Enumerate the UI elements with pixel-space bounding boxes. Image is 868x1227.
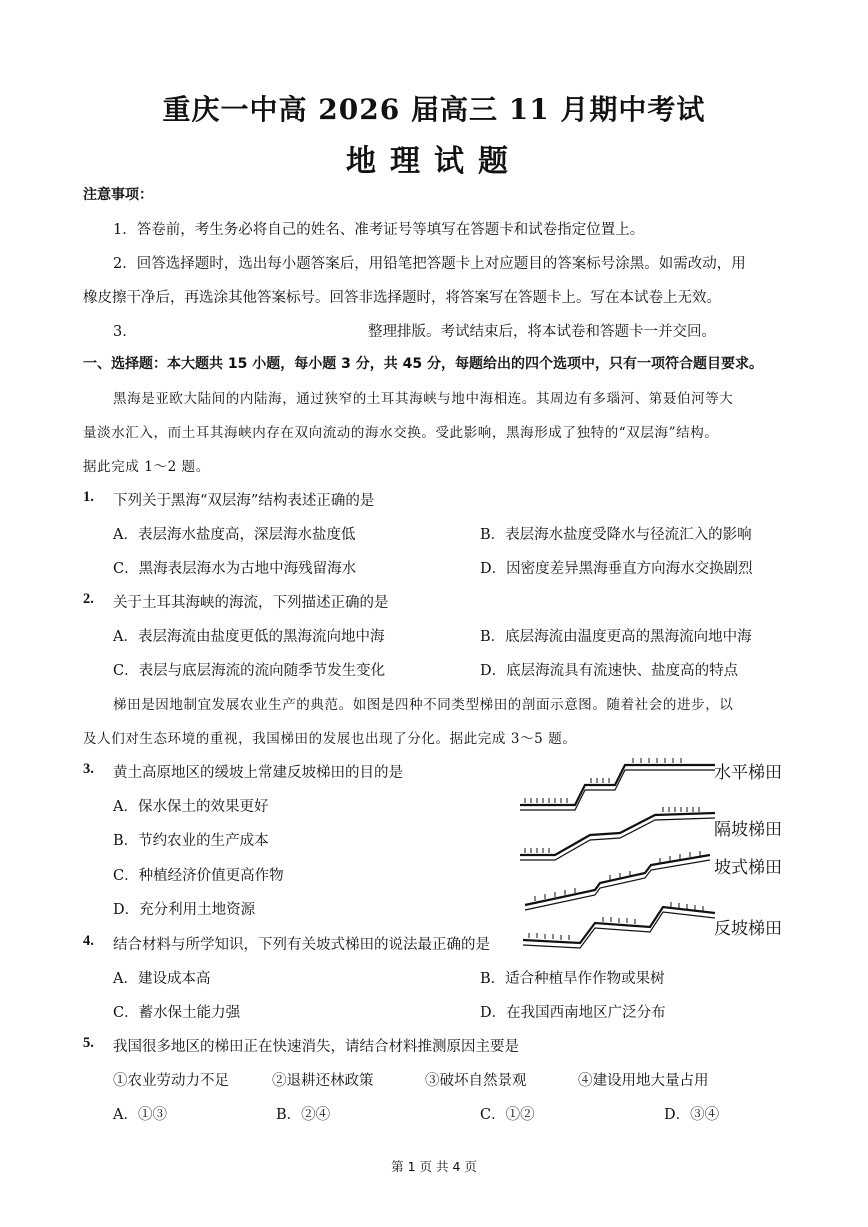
question-4-option-c[interactable]: C．蓄水保土能力强 — [113, 1005, 241, 1021]
question-3-number: 3. — [83, 761, 94, 777]
question-5-option-b[interactable]: B．②④ — [276, 1107, 331, 1123]
notice-item-3-number: 3． — [113, 324, 137, 340]
section-heading: 一、选择题：本大题共 15 小题，每小题 3 分，共 45 分，每题给出的四个选项中，只有一项符合题目要求。 — [83, 356, 763, 372]
question-3-option-d[interactable]: D．充分利用土地资源 — [113, 902, 256, 918]
figure-label-slope-terrace: 坡式梯田 — [714, 858, 782, 878]
notice-item-2-line-1: 2．回答选择题时，选出每小题答案后，用铅笔把答题卡上对应题目的答案标号涂黑。如需改动，用 — [113, 256, 746, 272]
question-1-stem: 下列关于黑海“双层海”结构表述正确的是 — [113, 493, 375, 509]
reverse-slope-terrace-profile — [523, 907, 715, 943]
figure-label-horizontal-terrace: 水平梯田 — [714, 763, 782, 783]
exam-title: 重庆一中高 2026 届高三 11 月期中考试 — [162, 93, 706, 126]
material-1-line-1: 黑海是亚欧大陆间的内陆海，通过狭窄的土耳其海峡与地中海相连。其周边有多瑙河、第聂伯河等大 — [113, 391, 734, 407]
question-2-option-d[interactable]: D．底层海流具有流速快、盐度高的特点 — [480, 663, 739, 679]
question-5-statement-4: ④建设用地大量占用 — [578, 1073, 709, 1089]
question-1-option-c[interactable]: C．黑海表层海水为古地中海残留海水 — [113, 561, 357, 577]
notice-item-2-line-2: 橡皮擦干净后，再选涂其他答案标号。回答非选择题时，将答案写在答题卡上。写在本试卷上无效。 — [83, 290, 721, 306]
question-5-stem: 我国很多地区的梯田正在快速消失，请结合材料推测原因主要是 — [113, 1039, 519, 1055]
question-2-stem: 关于土耳其海峡的海流，下列描述正确的是 — [113, 595, 389, 611]
exam-subtitle: 地理试题 — [346, 144, 522, 179]
notice-heading: 注意事项： — [83, 187, 153, 203]
question-1-option-d[interactable]: D．因密度差异黑海垂直方向海水交换剧烈 — [480, 561, 753, 577]
terrace-profile-figure — [515, 755, 715, 955]
question-2-option-b[interactable]: B．底层海流由温度更高的黑海流向地中海 — [480, 629, 752, 645]
question-3-option-c[interactable]: C．种植经济价值更高作物 — [113, 868, 284, 884]
question-5-statement-2: ②退耕还林政策 — [272, 1073, 374, 1089]
question-3-stem: 黄土高原地区的缓坡上常建反坡梯田的目的是 — [113, 765, 403, 781]
material-2-line-2: 及人们对生态环境的重视，我国梯田的发展也出现了分化。据此完成 3～5 题。 — [83, 731, 577, 747]
question-1-option-a[interactable]: A．表层海水盐度高，深层海水盐度低 — [113, 527, 356, 543]
notice-item-3-text: 整理排版。考试结束后，将本试卷和答题卡一并交回。 — [368, 324, 716, 340]
material-1-line-3: 据此完成 1～2 题。 — [83, 459, 210, 475]
question-4-option-a[interactable]: A．建设成本高 — [113, 971, 211, 987]
question-3-option-a[interactable]: A．保水保土的效果更好 — [113, 799, 269, 815]
question-1-number: 1. — [83, 489, 94, 505]
page-footer: 第 1 页 共 4 页 — [391, 1159, 477, 1174]
question-2-option-a[interactable]: A．表层海流由盐度更低的黑海流向地中海 — [113, 629, 385, 645]
figure-label-isolated-slope-terrace: 隔坡梯田 — [714, 820, 782, 840]
question-3-option-b[interactable]: B．节约农业的生产成本 — [113, 833, 269, 849]
question-1-option-b[interactable]: B．表层海水盐度受降水与径流汇入的影响 — [480, 527, 752, 543]
slope-terrace-profile — [525, 855, 710, 905]
question-4-number: 4. — [83, 933, 94, 949]
question-4-option-b[interactable]: B．适合种植旱作作物或果树 — [480, 971, 665, 987]
material-1-line-2: 量淡水汇入，而土耳其海峡内存在双向流动的海水交换。受此影响，黑海形成了独特的“双层海”结构。 — [83, 425, 719, 441]
question-5-statement-3: ③破坏自然景观 — [425, 1073, 527, 1089]
figure-label-reverse-slope-terrace: 反坡梯田 — [714, 919, 782, 939]
question-5-number: 5. — [83, 1035, 94, 1051]
question-5-option-c[interactable]: C．①② — [480, 1107, 535, 1123]
question-5-option-d[interactable]: D．③④ — [664, 1107, 720, 1123]
material-2-line-1: 梯田是因地制宜发展农业生产的典范。如图是四种不同类型梯田的剖面示意图。随着社会的进步，以 — [113, 697, 734, 713]
question-2-number: 2. — [83, 591, 94, 607]
question-5-option-a[interactable]: A．①③ — [113, 1107, 167, 1123]
question-4-stem: 结合材料与所学知识，下列有关坡式梯田的说法最正确的是 — [113, 937, 490, 953]
question-4-option-d[interactable]: D．在我国西南地区广泛分布 — [480, 1005, 666, 1021]
notice-item-1: 1．答卷前，考生务必将自己的姓名、准考证号等填写在答题卡和试卷指定位置上。 — [113, 222, 645, 238]
question-2-option-c[interactable]: C．表层与底层海流的流向随季节发生变化 — [113, 663, 386, 679]
question-5-statement-1: ①农业劳动力不足 — [113, 1073, 229, 1089]
